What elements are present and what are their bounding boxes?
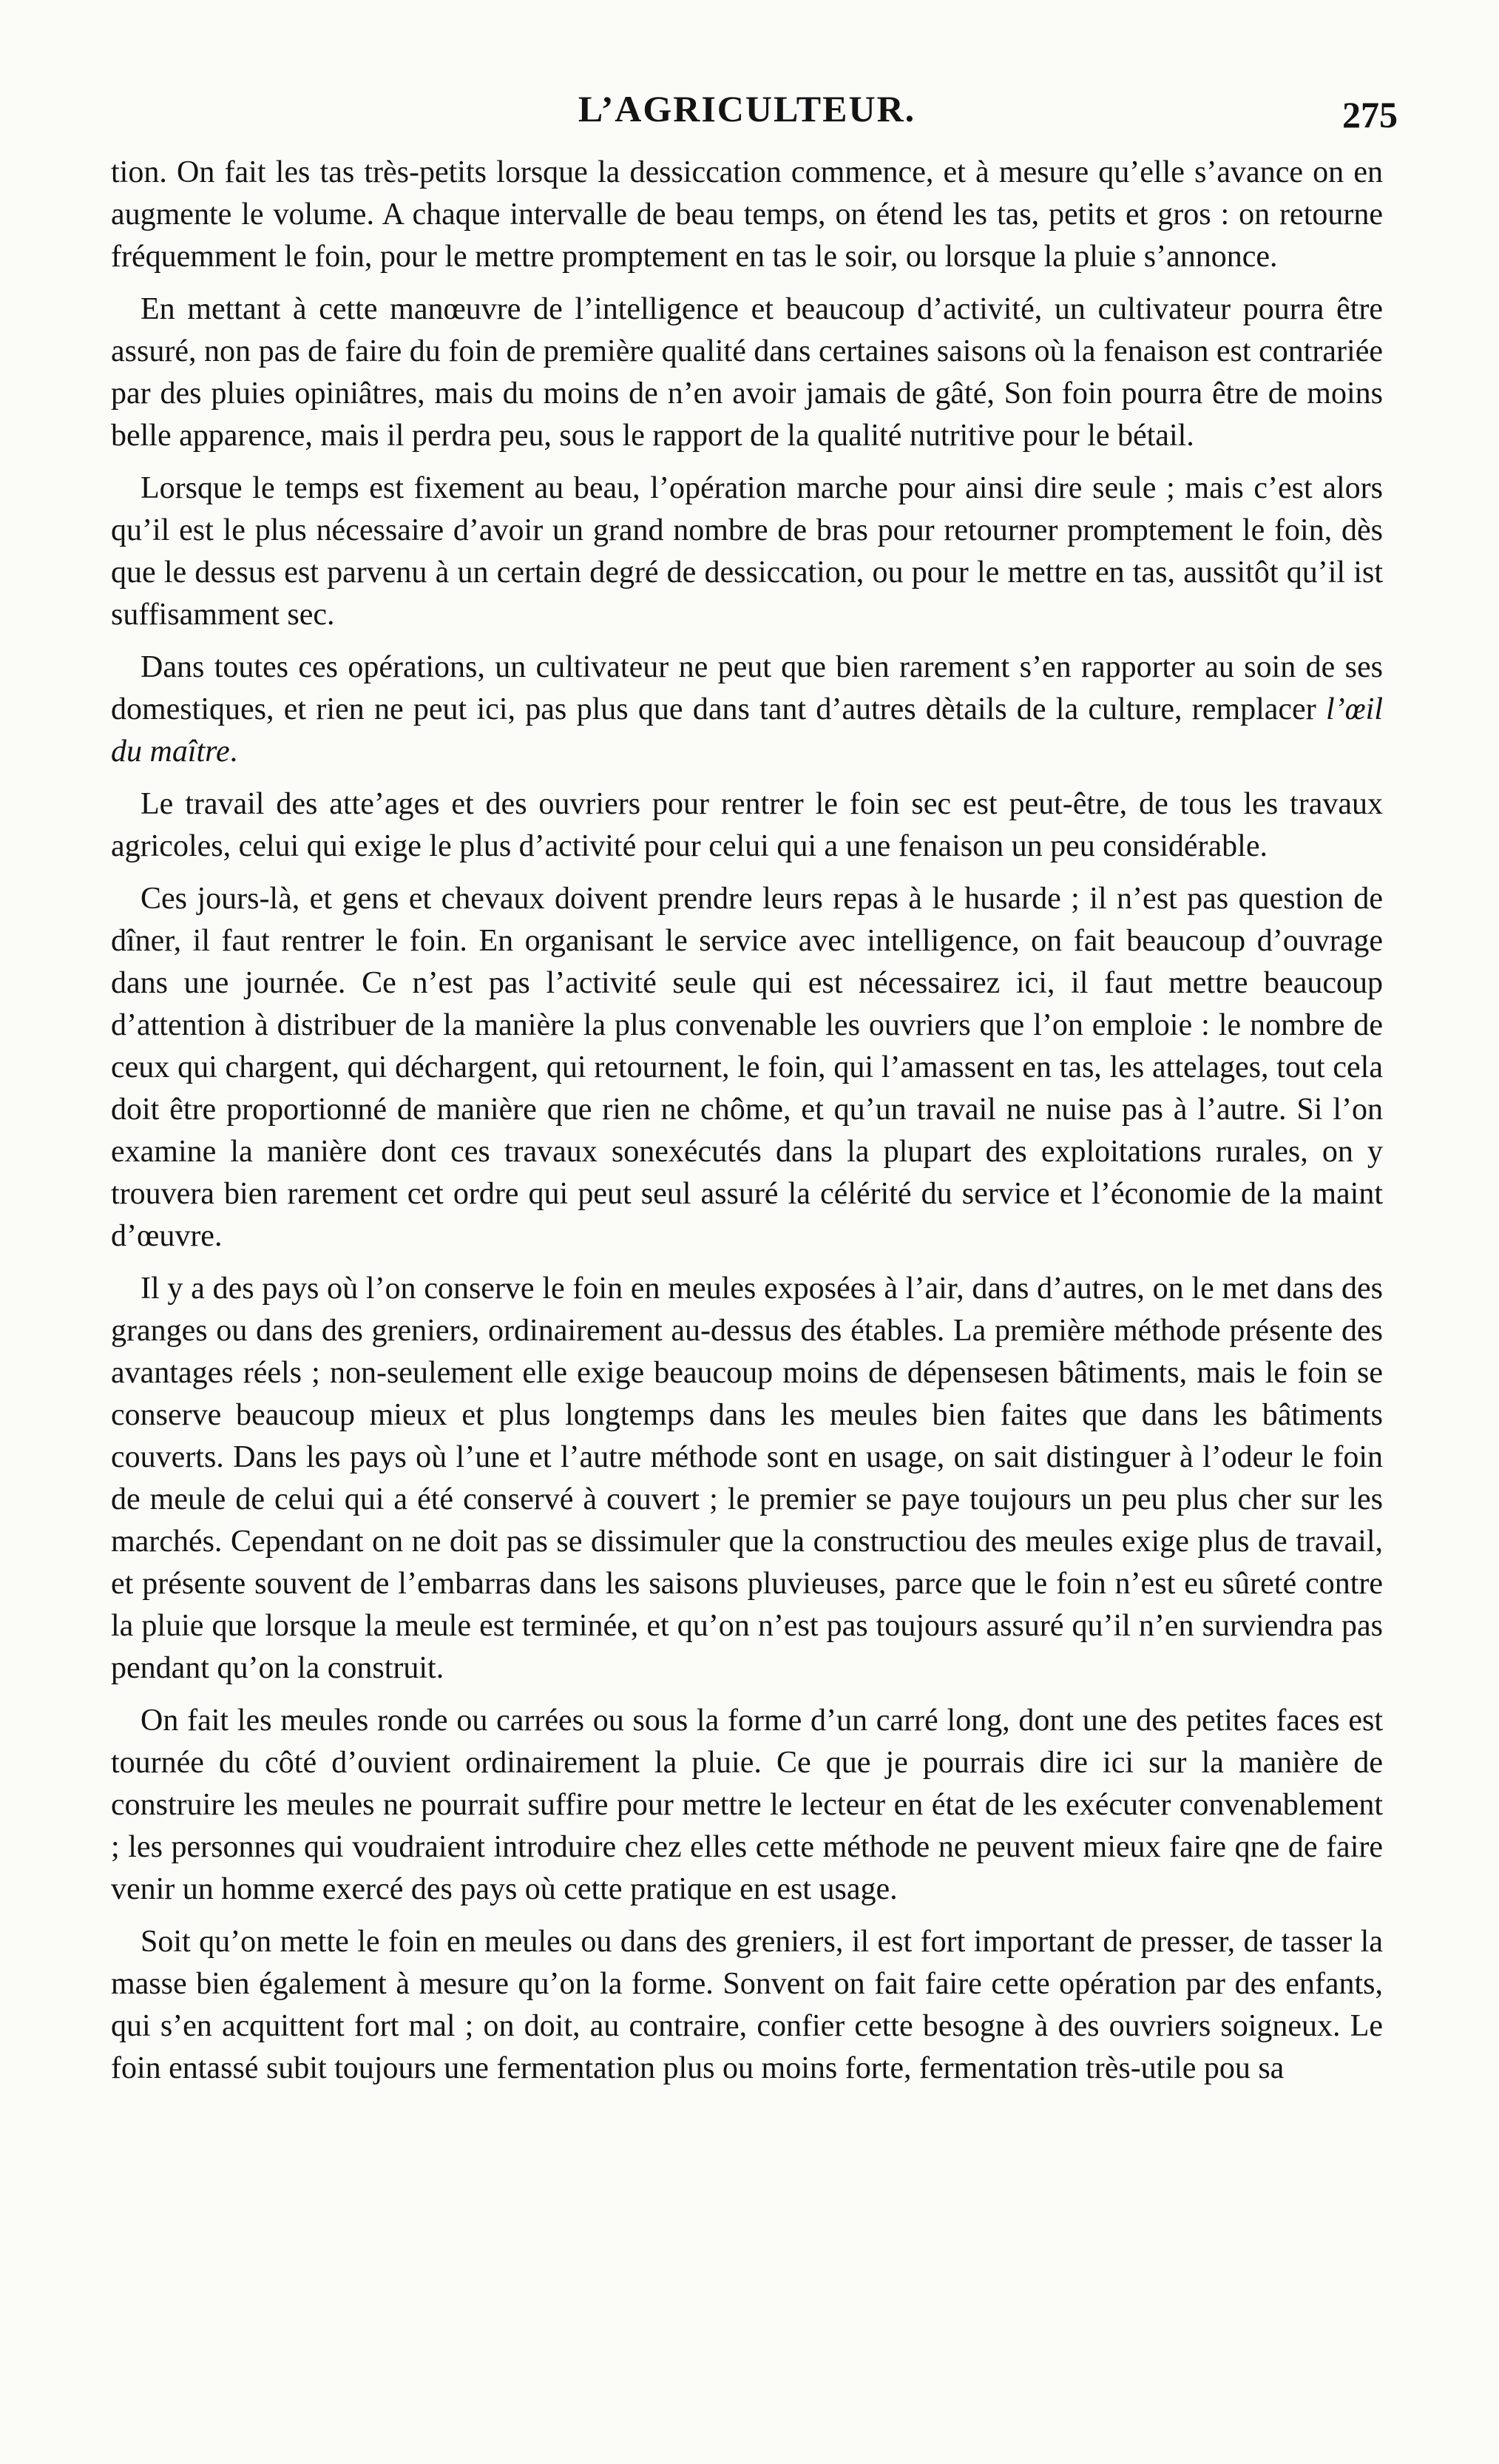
- paragraph-8: On fait les meules ronde ou carrées ou sous la forme d’un carré long, dont une des petites faces est tournée du côté d’ouvient ordinairement la pluie. Ce que je pourrais dire ici sur la manière de construire les meules ne pourrait suffire pour mettre le lecteur en état de les exécuter convenablement ; les personnes qui voudraient introduire chez elles cette méthode ne peuvent mieux faire qne de faire venir un homme exercé des pays où cette pratique en est usage.: [111, 1704, 1383, 1906]
- paragraph-7: Il y a des pays où l’on conserve le foin en meules exposées à l’air, dans d’autres, on le met dans des granges ou dans des greniers, ordinairement au-dessus des étables. La première méthode présente des avantages réels ; non-seulement elle exige beaucoup moins de dépensesen bâtiments, mais le foin se conserve beaucoup mieux et plus longtemps dans les meules bien faites que dans les bâtiments couverts. Dans les pays où l’une et l’autre méthode sont en usage, on sait distinguer à l’odeur le foin de meule de celui qui a été conservé à couvert ; le premier se paye toujours un peu plus cher sur les marchés. Cependant on ne doit pas se dissimuler que la constructiou des meules exige plus de travail, et présente souvent de l’embarras dans les saisons pluvieuses, parce que le foin n’est eu sûreté contre la pluie que lorsque la meule est terminée, et qu’on n’est pas toujours assuré qu’il n’en surviendra pas pendant qu’on la construit.: [111, 1272, 1383, 1685]
- paragraph-4: [111, 647, 1383, 773]
- paragraph-4-end: .: [229, 735, 238, 769]
- paragraph-2: En mettant à cette manœuvre de l’intelligence et beaucoup d’activité, un cultivateur pourra être assuré, non pas de faire du foin de première qualité dans certaines saisons où la fenaison est contrariée par des pluies opiniâtres, mais du moins de n’en avoir jamais de gâté, Son foin pourra être de moins belle apparence, mais il perdra peu, sous le rapport de la qualité nutritive pour le bétail.: [111, 292, 1383, 453]
- emphasis-oeil-du-maitre: l’œil du maître: [111, 692, 1383, 769]
- paragraph-4-text: Dans toutes ces opérations, un cultivateur ne peut que bien rarement s’en rapporter au soin de ses domestiques, et rien ne peut ici, pas plus que dans tant d’autres dètails de la culture, remplacer: [111, 650, 1383, 726]
- running-title: L’AGRICULTEUR.: [578, 88, 916, 129]
- paragraph-9: Soit qu’on mette le foin en meules ou dans des greniers, il est fort important de presser, de tasser la masse bien également à mesure qu’on la forme. Sonvent on fait faire cette opération par des enfants, qui s’en acquittent fort mal ; on doit, au contraire, confier cette besogne à des ouvriers soigneux. Le foin entassé subit toujours une fermentation plus ou moins forte, fermentation très-utile pou sa: [111, 1925, 1383, 2085]
- paragraph-5: Le travail des atte’ages et des ouvriers pour rentrer le foin sec est peut-être, de tous les travaux agricoles, celui qui exige le plus d’activité pour celui qui a une fenaison un peu considérable.: [111, 787, 1383, 863]
- page-number: 275: [1342, 94, 1398, 135]
- body-text: [111, 152, 1383, 2100]
- paragraph-3: Lorsque le temps est fixement au beau, l’opération marche pour ainsi dire seule ; mais c’est alors qu’il est le plus nécessaire d’avoir un grand nombre de bras pour retourner promptement le foin, dès que le dessus est parvenu à un certain degré de dessiccation, ou pour le mettre en tas, aussitôt qu’il ist suffisamment sec.: [111, 471, 1383, 632]
- paragraph-1: tion. On fait les tas très-petits lorsque la dessiccation commence, et à mesure qu’elle s’avance on en augmente le volume. A chaque intervalle de beau temps, on étend les tas, petits et gros : on retourne fréquemment le foin, pour le mettre promptement en tas le soir, ou lorsque la pluie s’annonce.: [111, 155, 1383, 274]
- page-header: [111, 87, 1398, 139]
- paragraph-6: Ces jours-là, et gens et chevaux doivent prendre leurs repas à le husarde ; il n’est pas question de dîner, il faut rentrer le foin. En organisant le service avec intelligence, on fait beaucoup d’ouvrage dans une journée. Ce n’est pas l’activité seule qui est nécessairez ici, il faut mettre beaucoup d’attention à distribuer de la manière la plus convenable les ouvriers que l’on emploie : le nombre de ceux qui chargent, qui déchargent, qui retournent, le foin, qui l’amassent en tas, les attelages, tout cela doit être proportionné de manière que rien ne chôme, et qu’un travail ne nuise pas à l’autre. Si l’on examine la manière dont ces travaux sonexécutés dans la plupart des exploitations rurales, on y trouvera bien rarement cet ordre qui peut seul assuré la célérité du service et l’économie de la maint d’œuvre.: [111, 882, 1383, 1253]
